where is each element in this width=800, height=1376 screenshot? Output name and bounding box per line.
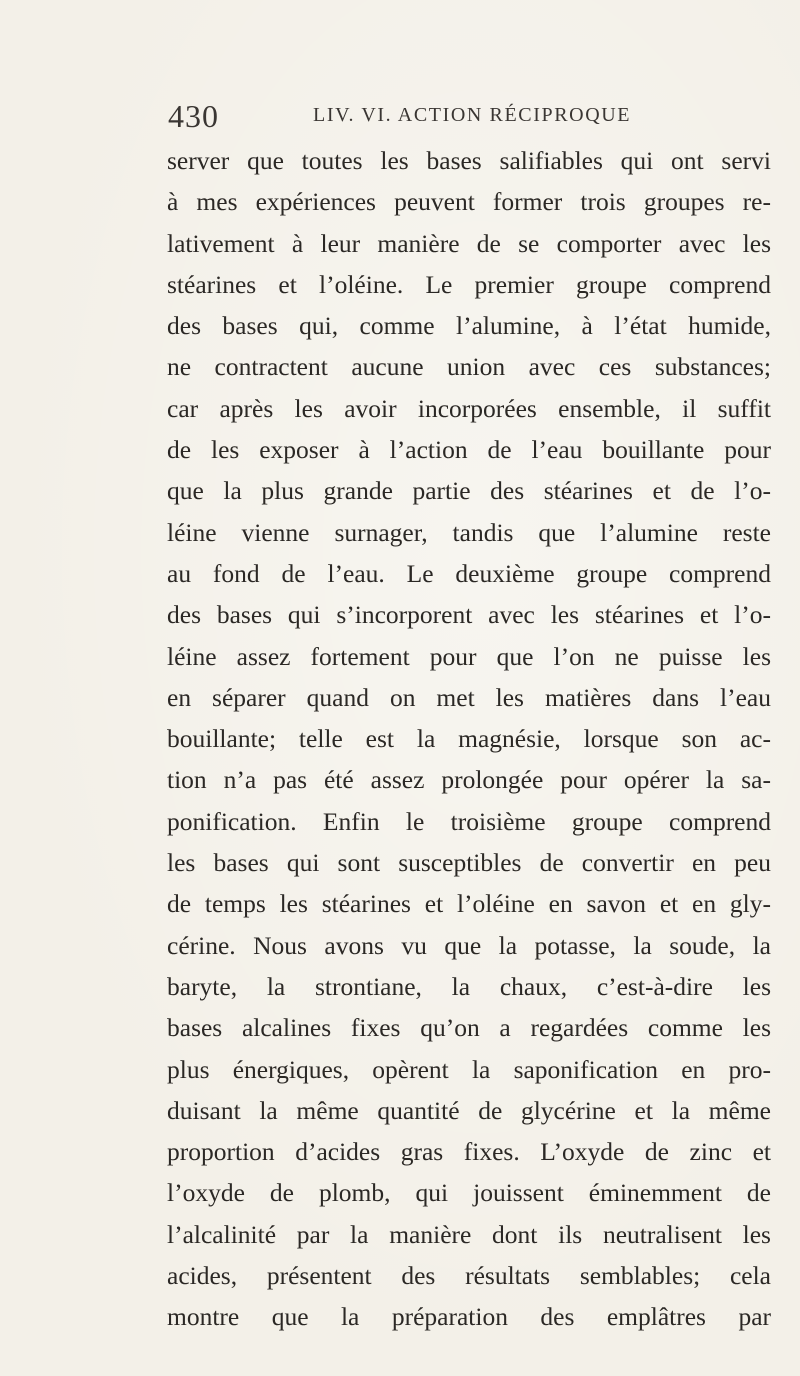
text-line: acides, présentent des résultats semblables; cela — [167, 1261, 771, 1291]
text-line: lativement à leur manière de se comporter avec les — [167, 228, 771, 258]
text-line: des bases qui, comme l’alumine, à l’état humide, — [167, 311, 771, 341]
text-line: montre que la préparation des emplâtres par — [167, 1302, 771, 1332]
text-line: des bases qui s’incorporent avec les stéarines et l’o- — [167, 600, 771, 630]
text-line: l’alcalinité par la manière dont ils neutralisent les — [167, 1219, 771, 1249]
text-line: de les exposer à l’action de l’eau bouillante pour — [167, 435, 771, 465]
text-line: plus énergiques, opèrent la saponification en pro- — [167, 1054, 771, 1084]
text-line: que la plus grande partie des stéarines et de l’o- — [167, 476, 771, 506]
text-line: les bases qui sont susceptibles de convertir en peu — [167, 848, 771, 878]
text-line: tion n’a pas été assez prolongée pour opérer la sa- — [167, 765, 771, 795]
text-line: au fond de l’eau. Le deuxième groupe comprend — [167, 558, 771, 588]
text-line: l’oxyde de plomb, qui jouissent éminemment de — [167, 1178, 771, 1208]
text-line: léine assez fortement pour que l’on ne puisse les — [167, 641, 771, 671]
text-line: stéarines et l’oléine. Le premier groupe comprend — [167, 269, 771, 299]
text-line: à mes expériences peuvent former trois groupes re- — [167, 187, 771, 217]
text-line: bases alcalines fixes qu’on a regardées comme les — [167, 1013, 771, 1043]
text-line: bouillante; telle est la magnésie, lorsque son ac- — [167, 724, 771, 754]
text-line: ponification. Enfin le troisième groupe comprend — [167, 806, 771, 836]
page-header — [168, 98, 768, 138]
text-line: car après les avoir incorporées ensemble, il suffit — [167, 393, 771, 423]
text-line: ne contractent aucune union avec ces substances; — [167, 352, 771, 382]
text-line: proportion d’acides gras fixes. L’oxyde de zinc et — [167, 1137, 771, 1167]
text-line: baryte, la strontiane, la chaux, c’est-à-dire les — [167, 971, 771, 1001]
text-line: duisant la même quantité de glycérine et la même — [167, 1095, 771, 1125]
text-line: cérine. Nous avons vu que la potasse, la soude, la — [167, 930, 771, 960]
text-line: léine vienne surnager, tandis que l’alumine reste — [167, 517, 771, 547]
body-text — [167, 140, 771, 1338]
page-number: 430 — [168, 98, 219, 134]
running-head: LIV. VI. ACTION RÉCIPROQUE — [313, 104, 632, 126]
text-line: en séparer quand on met les matières dans l’eau — [167, 682, 771, 712]
text-line: server que toutes les bases salifiables qui ont servi — [167, 146, 771, 175]
text-line: de temps les stéarines et l’oléine en savon et en gly- — [167, 889, 771, 919]
